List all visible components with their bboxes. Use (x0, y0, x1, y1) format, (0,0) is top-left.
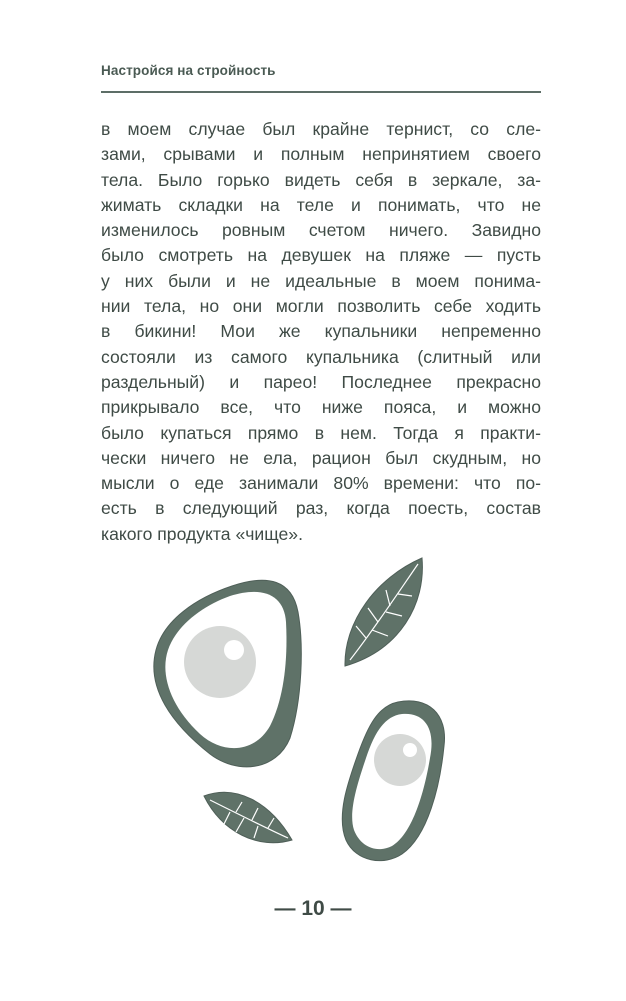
avocado-half-large (154, 580, 301, 767)
text-line: было купаться прямо в нем. Тогда я практи- (101, 422, 541, 443)
text-line: мысли о еде занимали 80% времени: что по- (101, 473, 541, 494)
text-line: прикрывало все, что ниже пояса, и можно (101, 397, 541, 418)
avocado-pit (374, 734, 426, 786)
text-line: тела. Было горько видеть себя в зеркале, за- (101, 169, 541, 190)
leaf-upper-right (345, 558, 422, 666)
avocado-illustration (140, 550, 490, 880)
text-line: раздельный) и парео! Последнее прекрасно (101, 371, 541, 392)
text-line: было смотреть на девушек на пляже — пусть (101, 245, 541, 266)
text-line: чески ничего не ела, рацион был скудным, но (101, 447, 541, 468)
avocado-half-small (342, 701, 444, 861)
header-divider (101, 91, 541, 93)
text-line: жимать складки на теле и понимать, что не (101, 194, 541, 215)
text-line: зами, срывами и полным непринятием своего (101, 144, 541, 165)
avocado-pit (184, 626, 256, 698)
text-line: изменилось ровным счетом ничего. Завидно (101, 220, 541, 241)
leaf-lower-left (204, 792, 292, 842)
text-line: у них были и не идеальные в моем понима- (101, 270, 541, 291)
page-number: — 10 — (274, 897, 352, 920)
running-title: Настройся на стройность (101, 63, 276, 78)
text-line: есть в следующий раз, когда поесть, состав (101, 498, 541, 519)
text-line-last: какого продукта «чище». (101, 523, 303, 544)
text-line: нии тела, но они могли позволить себе ходить (101, 296, 541, 317)
body-text (101, 117, 541, 547)
text-line: состояли из самого купальника (слитный или (101, 346, 541, 367)
text-line: в бикини! Мои же купальники непременно (101, 321, 541, 342)
text-line: в моем случае был крайне тернист, со сле- (101, 119, 541, 139)
